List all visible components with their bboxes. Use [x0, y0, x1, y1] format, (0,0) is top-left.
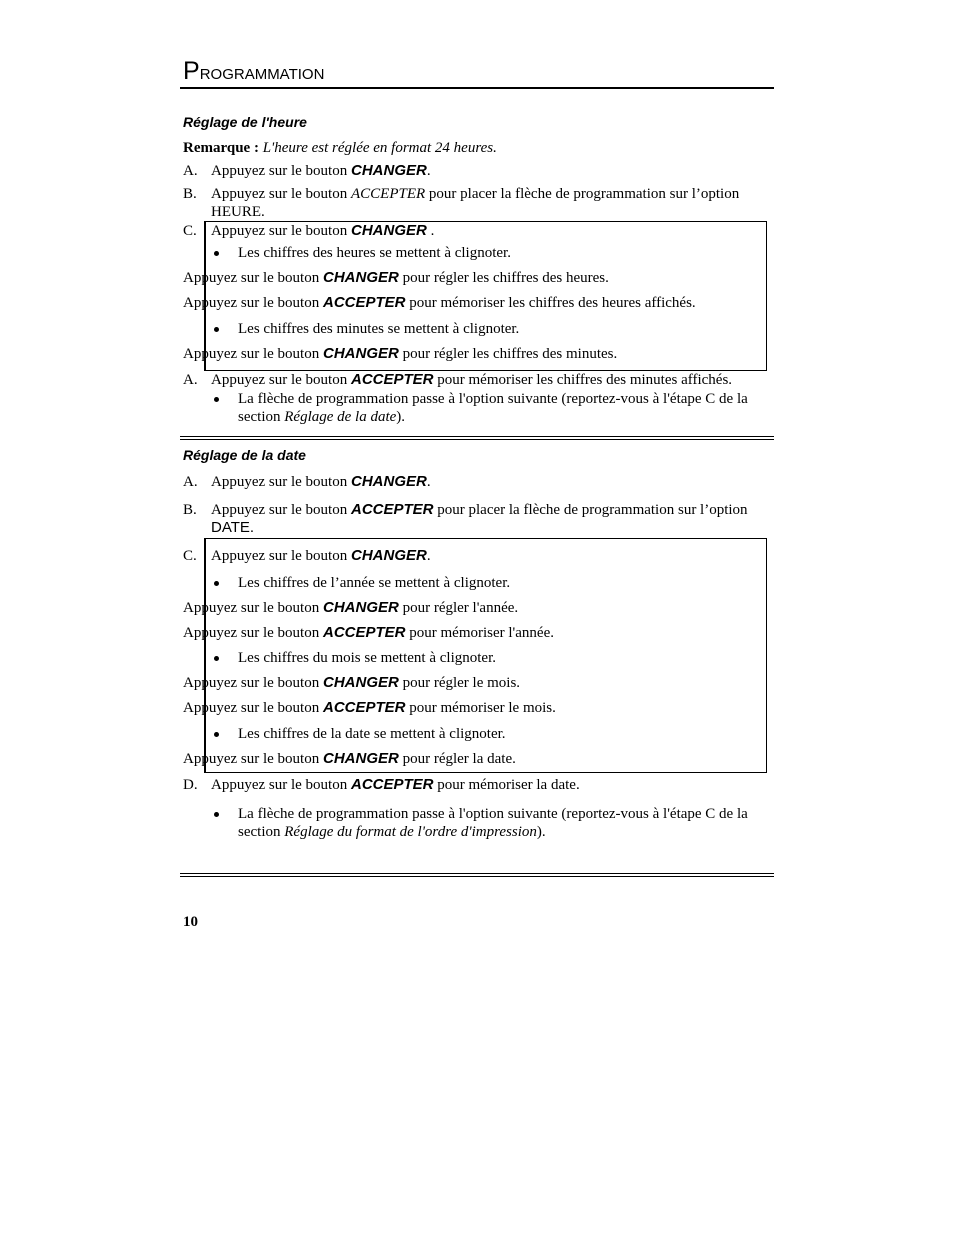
bullet-text: section — [238, 824, 285, 840]
step-text: . — [426, 223, 435, 239]
step-text: . — [426, 163, 431, 179]
bullet-text: ). — [396, 409, 406, 425]
button-name: ACCEPTER — [322, 624, 406, 641]
step-line — [183, 776, 580, 794]
bullet-text: Les chiffres du mois se mettent à clignoter. — [238, 650, 496, 666]
step-line — [183, 222, 434, 240]
bullet-text: La flèche de programmation passe à l'option suivante (reportez-vous à l'étape C de la — [238, 806, 748, 822]
step-marker: B. — [183, 186, 197, 202]
step-marker: C. — [183, 548, 197, 564]
button-name: ACCEPTER — [350, 371, 434, 388]
button-name: CHANGER — [322, 599, 399, 616]
step-text: pour mémoriser les chiffres des heures affichés. — [405, 295, 696, 311]
step-text: Appuyez sur le bouton — [183, 270, 323, 286]
instruction-line — [183, 624, 554, 642]
step-text: Appuyez sur le bouton — [211, 163, 351, 179]
note-line — [183, 139, 497, 157]
button-name: ACCEPTER — [350, 186, 426, 202]
button-name: CHANGER — [322, 674, 399, 691]
step-continuation: HEURE. — [211, 204, 265, 220]
bullet-item — [238, 390, 748, 408]
step-text: Appuyez sur le bouton — [211, 777, 351, 793]
step-line — [183, 501, 748, 519]
step-text: . — [426, 474, 431, 490]
button-name: CHANGER — [350, 162, 427, 179]
button-name: ACCEPTER — [350, 501, 434, 518]
instruction-line — [183, 750, 516, 768]
instruction-line — [183, 599, 518, 617]
bullet-item — [238, 805, 748, 823]
section-heading-time: Réglage de l'heure — [183, 114, 307, 130]
step-text: pour régler le mois. — [398, 675, 521, 691]
button-name: CHANGER — [322, 269, 399, 286]
step-text: pour régler les chiffres des minutes. — [398, 346, 618, 362]
button-name: CHANGER — [322, 750, 399, 767]
instruction-line — [183, 674, 520, 692]
step-marker: C. — [183, 223, 197, 239]
section-divider-top — [180, 436, 774, 437]
note-text: L'heure est réglée en format 24 heures. — [262, 140, 497, 156]
step-continuation: DATE. — [211, 519, 255, 536]
instruction-line — [183, 699, 556, 717]
bullet-text: La flèche de programmation passe à l'option suivante (reportez-vous à l'étape C de la — [238, 391, 748, 407]
step-text: pour placer la flèche de programmation sur l’option — [425, 186, 740, 202]
step-line — [183, 371, 732, 389]
step-text: pour régler les chiffres des heures. — [398, 270, 609, 286]
bullet-text: ). — [536, 824, 546, 840]
step-text: pour régler la date. — [398, 751, 516, 767]
section-heading-date: Réglage de la date — [183, 447, 306, 463]
step-line — [183, 162, 431, 180]
instruction-line — [183, 345, 617, 363]
step-text: pour mémoriser l'année. — [405, 625, 554, 641]
bullet-item — [238, 725, 506, 743]
step-line — [183, 185, 739, 203]
step-marker: D. — [183, 777, 198, 793]
bullet-text: section — [238, 409, 285, 425]
section-divider-bottom — [180, 439, 774, 440]
step-text: pour mémoriser le mois. — [405, 700, 556, 716]
step-marker: B. — [183, 502, 197, 518]
bullet-icon — [214, 397, 219, 402]
step-text: Appuyez sur le bouton — [211, 474, 351, 490]
section-reference: Réglage du format de l'ordre d'impression — [284, 824, 537, 840]
button-name: CHANGER — [322, 345, 399, 362]
bullet-icon — [214, 327, 219, 332]
bullet-item — [238, 574, 510, 592]
bullet-text: Les chiffres de la date se mettent à clignoter. — [238, 726, 506, 742]
button-name: CHANGER — [350, 547, 427, 564]
step-text: Appuyez sur le bouton — [183, 295, 323, 311]
bullet-continuation — [238, 823, 546, 841]
step-marker: A. — [183, 474, 198, 490]
button-name: ACCEPTER — [322, 699, 406, 716]
step-text: . — [426, 548, 431, 564]
step-text: Appuyez sur le bouton — [211, 548, 351, 564]
button-name: ACCEPTER — [322, 294, 406, 311]
button-name: CHANGER — [350, 473, 427, 490]
step-text: Appuyez sur le bouton — [183, 751, 323, 767]
step-text: Appuyez sur le bouton — [211, 186, 351, 202]
note-label: Remarque : — [183, 140, 259, 156]
step-text: pour placer la flèche de programmation sur l’option — [433, 502, 748, 518]
step-text: pour mémoriser les chiffres des minutes affichés. — [433, 372, 733, 388]
bullet-text: Les chiffres des minutes se mettent à clignoter. — [238, 321, 520, 337]
step-text: Appuyez sur le bouton — [211, 223, 351, 239]
step-text: Appuyez sur le bouton — [183, 600, 323, 616]
step-text: Appuyez sur le bouton — [183, 346, 323, 362]
instruction-line — [183, 294, 696, 312]
step-text: Appuyez sur le bouton — [183, 700, 323, 716]
step-text: Appuyez sur le bouton — [183, 625, 323, 641]
bullet-text: Les chiffres des heures se mettent à clignoter. — [238, 245, 511, 261]
page-number: 10 — [183, 914, 198, 930]
step-text: pour mémoriser la date. — [433, 777, 580, 793]
page-header-title: PROGRAMMATION — [183, 57, 325, 85]
header-rule — [180, 87, 774, 89]
bullet-item — [238, 244, 511, 262]
step-marker: A. — [183, 372, 198, 388]
footer-divider-bottom — [180, 876, 774, 877]
button-name: ACCEPTER — [350, 776, 434, 793]
step-text: Appuyez sur le bouton — [183, 675, 323, 691]
bullet-icon — [214, 581, 219, 586]
bullet-icon — [214, 656, 219, 661]
step-text: Appuyez sur le bouton — [211, 502, 351, 518]
footer-divider-top — [180, 873, 774, 874]
step-line — [183, 473, 431, 491]
step-line — [183, 547, 431, 565]
bullet-icon — [214, 732, 219, 737]
button-name: CHANGER — [350, 222, 427, 239]
instruction-line — [183, 269, 609, 287]
section-reference: Réglage de la date — [284, 409, 397, 425]
bullet-continuation — [238, 408, 405, 426]
bullet-item — [238, 649, 496, 667]
bullet-text: Les chiffres de l’année se mettent à clignoter. — [238, 575, 511, 591]
bullet-icon — [214, 812, 219, 817]
step-text: pour régler l'année. — [398, 600, 519, 616]
step-text: Appuyez sur le bouton — [211, 372, 351, 388]
bullet-icon — [214, 251, 219, 256]
step-marker: A. — [183, 163, 198, 179]
bullet-item — [238, 320, 519, 338]
